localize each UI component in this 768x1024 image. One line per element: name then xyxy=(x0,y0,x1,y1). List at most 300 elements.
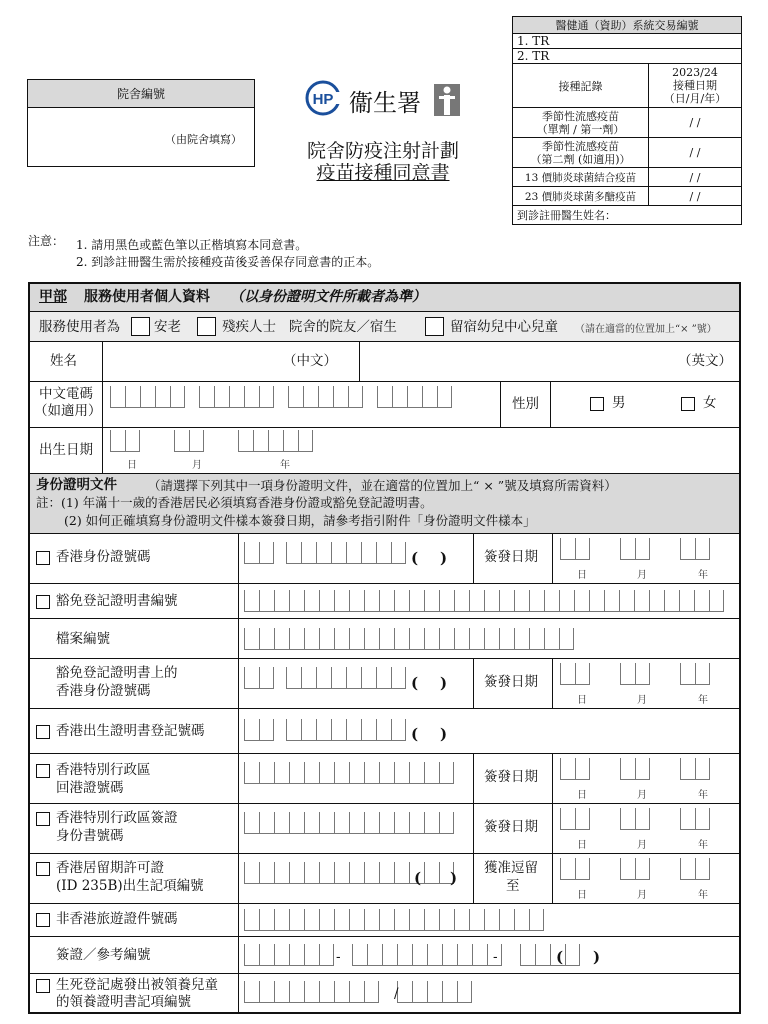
character-cell[interactable] xyxy=(560,808,575,830)
character-cell[interactable] xyxy=(274,981,289,1003)
character-cell[interactable] xyxy=(244,862,259,884)
chinese-code-cells[interactable] xyxy=(110,386,458,408)
character-cell[interactable] xyxy=(361,542,376,564)
character-cell[interactable] xyxy=(189,430,204,452)
character-cell[interactable] xyxy=(304,944,319,966)
character-cell[interactable] xyxy=(472,944,487,966)
character-cell[interactable] xyxy=(304,981,319,1003)
character-cell[interactable] xyxy=(303,386,318,408)
character-cell[interactable] xyxy=(397,944,412,966)
character-cell[interactable] xyxy=(364,628,379,650)
character-cell[interactable] xyxy=(318,386,333,408)
birth-cert-cells[interactable] xyxy=(244,719,406,741)
hkid-cells[interactable] xyxy=(244,542,406,564)
character-cell[interactable] xyxy=(259,812,274,834)
doc-identity-issue-date-cells[interactable] xyxy=(560,808,710,830)
character-cell[interactable] xyxy=(214,386,229,408)
character-cell[interactable] xyxy=(514,628,529,650)
character-cell[interactable] xyxy=(349,981,364,1003)
character-cell[interactable] xyxy=(319,981,334,1003)
character-cell[interactable] xyxy=(174,430,189,452)
character-cell[interactable] xyxy=(560,538,575,560)
character-cell[interactable] xyxy=(274,812,289,834)
character-cell[interactable] xyxy=(442,944,457,966)
birth-cert-checkbox[interactable] xyxy=(36,725,50,739)
character-cell[interactable] xyxy=(376,719,391,741)
character-cell[interactable] xyxy=(565,944,580,966)
character-cell[interactable] xyxy=(229,386,244,408)
character-cell[interactable] xyxy=(469,628,484,650)
cell-group[interactable] xyxy=(110,386,185,408)
character-cell[interactable] xyxy=(274,862,289,884)
cell-group[interactable] xyxy=(620,758,650,780)
character-cell[interactable] xyxy=(301,542,316,564)
cell-group[interactable] xyxy=(286,667,406,689)
character-cell[interactable] xyxy=(520,944,535,966)
cell-group[interactable] xyxy=(520,944,580,966)
character-cell[interactable] xyxy=(352,944,367,966)
character-cell[interactable] xyxy=(334,628,349,650)
cell-group[interactable] xyxy=(397,981,472,1003)
character-cell[interactable] xyxy=(484,909,499,931)
character-cell[interactable] xyxy=(635,808,650,830)
cell-group[interactable] xyxy=(560,663,590,685)
character-cell[interactable] xyxy=(259,667,274,689)
character-cell[interactable] xyxy=(680,808,695,830)
character-cell[interactable] xyxy=(259,944,274,966)
exempt-hkid-cells[interactable] xyxy=(244,667,406,689)
character-cell[interactable] xyxy=(422,386,437,408)
character-cell[interactable] xyxy=(394,862,409,884)
character-cell[interactable] xyxy=(244,628,259,650)
character-cell[interactable] xyxy=(244,944,259,966)
cell-group[interactable] xyxy=(620,538,650,560)
character-cell[interactable] xyxy=(424,628,439,650)
character-cell[interactable] xyxy=(535,944,550,966)
character-cell[interactable] xyxy=(575,663,590,685)
character-cell[interactable] xyxy=(331,719,346,741)
cell-group[interactable] xyxy=(377,386,452,408)
character-cell[interactable] xyxy=(695,758,710,780)
cell-group[interactable] xyxy=(286,719,406,741)
character-cell[interactable] xyxy=(439,909,454,931)
character-cell[interactable] xyxy=(379,762,394,784)
character-cell[interactable] xyxy=(319,762,334,784)
adoption-cells[interactable] xyxy=(244,981,472,1003)
cell-group[interactable] xyxy=(244,981,379,1003)
character-cell[interactable] xyxy=(298,430,313,452)
file-no-cells[interactable] xyxy=(244,628,574,650)
travel-doc-checkbox[interactable] xyxy=(36,913,50,927)
character-cell[interactable] xyxy=(349,590,364,612)
character-cell[interactable] xyxy=(560,663,575,685)
tr-number-2[interactable]: 2. TR xyxy=(513,49,742,64)
character-cell[interactable] xyxy=(364,812,379,834)
character-cell[interactable] xyxy=(560,758,575,780)
character-cell[interactable] xyxy=(649,590,664,612)
character-cell[interactable] xyxy=(349,862,364,884)
character-cell[interactable] xyxy=(304,590,319,612)
character-cell[interactable] xyxy=(334,981,349,1003)
cell-group[interactable] xyxy=(680,808,710,830)
character-cell[interactable] xyxy=(680,758,695,780)
character-cell[interactable] xyxy=(289,812,304,834)
character-cell[interactable] xyxy=(289,862,304,884)
character-cell[interactable] xyxy=(286,542,301,564)
character-cell[interactable] xyxy=(544,590,559,612)
character-cell[interactable] xyxy=(620,663,635,685)
character-cell[interactable] xyxy=(331,667,346,689)
character-cell[interactable] xyxy=(244,719,259,741)
character-cell[interactable] xyxy=(274,762,289,784)
character-cell[interactable] xyxy=(529,909,544,931)
character-cell[interactable] xyxy=(274,909,289,931)
character-cell[interactable] xyxy=(437,386,452,408)
character-cell[interactable] xyxy=(244,542,259,564)
character-cell[interactable] xyxy=(439,590,454,612)
cell-group[interactable] xyxy=(560,808,590,830)
character-cell[interactable] xyxy=(409,909,424,931)
character-cell[interactable] xyxy=(289,762,304,784)
character-cell[interactable] xyxy=(346,719,361,741)
doc-identity-checkbox[interactable] xyxy=(36,812,50,826)
cell-group[interactable] xyxy=(680,758,710,780)
character-cell[interactable] xyxy=(349,909,364,931)
character-cell[interactable] xyxy=(244,981,259,1003)
character-cell[interactable] xyxy=(454,909,469,931)
character-cell[interactable] xyxy=(484,590,499,612)
character-cell[interactable] xyxy=(304,909,319,931)
cell-group[interactable] xyxy=(352,944,502,966)
character-cell[interactable] xyxy=(140,386,155,408)
character-cell[interactable] xyxy=(454,628,469,650)
character-cell[interactable] xyxy=(695,538,710,560)
character-cell[interactable] xyxy=(364,862,379,884)
character-cell[interactable] xyxy=(244,590,259,612)
character-cell[interactable] xyxy=(407,386,422,408)
reentry-checkbox[interactable] xyxy=(36,764,50,778)
child-checkbox[interactable] xyxy=(425,317,444,336)
character-cell[interactable] xyxy=(379,909,394,931)
character-cell[interactable] xyxy=(304,762,319,784)
character-cell[interactable] xyxy=(635,663,650,685)
character-cell[interactable] xyxy=(709,590,724,612)
character-cell[interactable] xyxy=(559,628,574,650)
character-cell[interactable] xyxy=(316,667,331,689)
cell-group[interactable] xyxy=(560,858,590,880)
character-cell[interactable] xyxy=(364,762,379,784)
dob-cells[interactable] xyxy=(110,430,313,452)
character-cell[interactable] xyxy=(333,386,348,408)
character-cell[interactable] xyxy=(274,628,289,650)
character-cell[interactable] xyxy=(259,862,274,884)
character-cell[interactable] xyxy=(427,981,442,1003)
cell-group[interactable] xyxy=(238,430,313,452)
character-cell[interactable] xyxy=(391,667,406,689)
character-cell[interactable] xyxy=(349,762,364,784)
character-cell[interactable] xyxy=(635,858,650,880)
character-cell[interactable] xyxy=(319,628,334,650)
character-cell[interactable] xyxy=(424,909,439,931)
visa-ref-cells[interactable] xyxy=(244,944,580,966)
character-cell[interactable] xyxy=(634,590,649,612)
character-cell[interactable] xyxy=(424,862,439,884)
character-cell[interactable] xyxy=(334,812,349,834)
character-cell[interactable] xyxy=(635,538,650,560)
character-cell[interactable] xyxy=(397,981,412,1003)
character-cell[interactable] xyxy=(589,590,604,612)
character-cell[interactable] xyxy=(382,944,397,966)
stay-date-cells[interactable] xyxy=(560,858,710,880)
character-cell[interactable] xyxy=(394,812,409,834)
character-cell[interactable] xyxy=(394,628,409,650)
character-cell[interactable] xyxy=(679,590,694,612)
character-cell[interactable] xyxy=(394,590,409,612)
character-cell[interactable] xyxy=(620,758,635,780)
character-cell[interactable] xyxy=(379,862,394,884)
character-cell[interactable] xyxy=(560,858,575,880)
character-cell[interactable] xyxy=(304,812,319,834)
name-en-field[interactable] xyxy=(360,342,739,381)
character-cell[interactable] xyxy=(274,944,289,966)
character-cell[interactable] xyxy=(301,667,316,689)
office-number-field[interactable] xyxy=(28,108,254,166)
character-cell[interactable] xyxy=(268,430,283,452)
character-cell[interactable] xyxy=(529,590,544,612)
vaccine-date-field[interactable]: / / xyxy=(649,138,742,168)
character-cell[interactable] xyxy=(304,862,319,884)
character-cell[interactable] xyxy=(125,430,140,452)
character-cell[interactable] xyxy=(409,590,424,612)
hkid-issue-date-cells[interactable] xyxy=(560,538,710,560)
character-cell[interactable] xyxy=(316,542,331,564)
character-cell[interactable] xyxy=(469,909,484,931)
character-cell[interactable] xyxy=(349,628,364,650)
character-cell[interactable] xyxy=(331,542,346,564)
character-cell[interactable] xyxy=(301,719,316,741)
character-cell[interactable] xyxy=(499,590,514,612)
vaccine-date-field[interactable]: / / xyxy=(649,187,742,206)
character-cell[interactable] xyxy=(664,590,679,612)
disabled-checkbox[interactable] xyxy=(197,317,216,336)
character-cell[interactable] xyxy=(286,667,301,689)
character-cell[interactable] xyxy=(680,663,695,685)
vaccine-date-field[interactable]: / / xyxy=(649,168,742,187)
cell-group[interactable] xyxy=(244,719,274,741)
cell-group[interactable] xyxy=(560,758,590,780)
character-cell[interactable] xyxy=(259,762,274,784)
vaccine-date-field[interactable]: / / xyxy=(649,108,742,138)
character-cell[interactable] xyxy=(439,628,454,650)
character-cell[interactable] xyxy=(514,590,529,612)
character-cell[interactable] xyxy=(695,808,710,830)
cell-group[interactable] xyxy=(620,808,650,830)
character-cell[interactable] xyxy=(289,909,304,931)
character-cell[interactable] xyxy=(379,628,394,650)
cell-group[interactable] xyxy=(560,538,590,560)
cell-group[interactable] xyxy=(680,858,710,880)
reentry-cells[interactable] xyxy=(244,762,454,784)
character-cell[interactable] xyxy=(319,862,334,884)
character-cell[interactable] xyxy=(319,590,334,612)
reentry-issue-date-cells[interactable] xyxy=(560,758,710,780)
character-cell[interactable] xyxy=(304,628,319,650)
character-cell[interactable] xyxy=(695,663,710,685)
character-cell[interactable] xyxy=(439,762,454,784)
character-cell[interactable] xyxy=(514,909,529,931)
character-cell[interactable] xyxy=(544,628,559,650)
character-cell[interactable] xyxy=(427,944,442,966)
character-cell[interactable] xyxy=(110,386,125,408)
character-cell[interactable] xyxy=(680,858,695,880)
cell-group[interactable] xyxy=(174,430,204,452)
character-cell[interactable] xyxy=(442,981,457,1003)
cell-group[interactable] xyxy=(244,944,334,966)
character-cell[interactable] xyxy=(259,386,274,408)
permit-checkbox[interactable] xyxy=(36,862,50,876)
character-cell[interactable] xyxy=(289,628,304,650)
character-cell[interactable] xyxy=(424,590,439,612)
exempt-cells[interactable] xyxy=(244,590,724,612)
character-cell[interactable] xyxy=(238,430,253,452)
cell-group[interactable] xyxy=(680,663,710,685)
character-cell[interactable] xyxy=(110,430,125,452)
character-cell[interactable] xyxy=(259,590,274,612)
cell-group[interactable] xyxy=(680,538,710,560)
character-cell[interactable] xyxy=(575,808,590,830)
character-cell[interactable] xyxy=(244,667,259,689)
character-cell[interactable] xyxy=(361,719,376,741)
cell-group[interactable] xyxy=(286,542,406,564)
character-cell[interactable] xyxy=(259,719,274,741)
cell-group[interactable] xyxy=(110,430,140,452)
character-cell[interactable] xyxy=(319,812,334,834)
character-cell[interactable] xyxy=(694,590,709,612)
character-cell[interactable] xyxy=(499,628,514,650)
character-cell[interactable] xyxy=(334,862,349,884)
character-cell[interactable] xyxy=(348,386,363,408)
male-checkbox[interactable] xyxy=(590,397,604,411)
exempt-issue-date-cells[interactable] xyxy=(560,663,710,685)
elderly-checkbox[interactable] xyxy=(131,317,150,336)
character-cell[interactable] xyxy=(424,812,439,834)
character-cell[interactable] xyxy=(409,628,424,650)
character-cell[interactable] xyxy=(575,758,590,780)
character-cell[interactable] xyxy=(620,808,635,830)
character-cell[interactable] xyxy=(286,719,301,741)
character-cell[interactable] xyxy=(155,386,170,408)
character-cell[interactable] xyxy=(289,590,304,612)
character-cell[interactable] xyxy=(392,386,407,408)
name-cn-field[interactable] xyxy=(103,342,359,381)
character-cell[interactable] xyxy=(619,590,634,612)
character-cell[interactable] xyxy=(376,542,391,564)
character-cell[interactable] xyxy=(377,386,392,408)
character-cell[interactable] xyxy=(316,719,331,741)
character-cell[interactable] xyxy=(349,812,364,834)
tr-number-1[interactable]: 1. TR xyxy=(513,34,742,49)
doctor-name-field[interactable]: 到診註冊醫生姓名： xyxy=(513,206,742,225)
character-cell[interactable] xyxy=(244,762,259,784)
character-cell[interactable] xyxy=(289,981,304,1003)
character-cell[interactable] xyxy=(391,719,406,741)
character-cell[interactable] xyxy=(288,386,303,408)
character-cell[interactable] xyxy=(575,538,590,560)
character-cell[interactable] xyxy=(244,909,259,931)
character-cell[interactable] xyxy=(574,590,589,612)
character-cell[interactable] xyxy=(361,667,376,689)
character-cell[interactable] xyxy=(334,590,349,612)
character-cell[interactable] xyxy=(620,858,635,880)
hkid-checkbox[interactable] xyxy=(36,551,50,565)
character-cell[interactable] xyxy=(364,981,379,1003)
character-cell[interactable] xyxy=(259,909,274,931)
character-cell[interactable] xyxy=(244,386,259,408)
cell-group[interactable] xyxy=(620,663,650,685)
character-cell[interactable] xyxy=(367,944,382,966)
character-cell[interactable] xyxy=(334,762,349,784)
character-cell[interactable] xyxy=(283,430,298,452)
character-cell[interactable] xyxy=(484,628,499,650)
character-cell[interactable] xyxy=(620,538,635,560)
character-cell[interactable] xyxy=(412,981,427,1003)
character-cell[interactable] xyxy=(412,944,427,966)
character-cell[interactable] xyxy=(457,981,472,1003)
character-cell[interactable] xyxy=(391,542,406,564)
character-cell[interactable] xyxy=(253,430,268,452)
character-cell[interactable] xyxy=(364,590,379,612)
character-cell[interactable] xyxy=(319,909,334,931)
doc-identity-cells[interactable] xyxy=(244,812,454,834)
character-cell[interactable] xyxy=(409,812,424,834)
character-cell[interactable] xyxy=(259,542,274,564)
character-cell[interactable] xyxy=(170,386,185,408)
cell-group[interactable] xyxy=(199,386,274,408)
character-cell[interactable] xyxy=(575,858,590,880)
female-checkbox[interactable] xyxy=(681,397,695,411)
character-cell[interactable] xyxy=(680,538,695,560)
character-cell[interactable] xyxy=(604,590,619,612)
character-cell[interactable] xyxy=(346,542,361,564)
travel-doc-cells[interactable] xyxy=(244,909,544,931)
character-cell[interactable] xyxy=(439,812,454,834)
character-cell[interactable] xyxy=(125,386,140,408)
character-cell[interactable] xyxy=(394,909,409,931)
character-cell[interactable] xyxy=(319,944,334,966)
cell-group[interactable] xyxy=(288,386,363,408)
character-cell[interactable] xyxy=(457,944,472,966)
character-cell[interactable] xyxy=(394,762,409,784)
character-cell[interactable] xyxy=(289,944,304,966)
character-cell[interactable] xyxy=(469,590,484,612)
character-cell[interactable] xyxy=(244,812,259,834)
character-cell[interactable] xyxy=(274,590,289,612)
character-cell[interactable] xyxy=(259,981,274,1003)
cell-group[interactable] xyxy=(244,667,274,689)
character-cell[interactable] xyxy=(379,812,394,834)
character-cell[interactable] xyxy=(379,590,394,612)
character-cell[interactable] xyxy=(454,590,469,612)
character-cell[interactable] xyxy=(409,762,424,784)
character-cell[interactable] xyxy=(376,667,391,689)
character-cell[interactable] xyxy=(259,628,274,650)
character-cell[interactable] xyxy=(559,590,574,612)
character-cell[interactable] xyxy=(635,758,650,780)
character-cell[interactable] xyxy=(499,909,514,931)
character-cell[interactable] xyxy=(424,762,439,784)
permit-cells[interactable] xyxy=(244,862,454,884)
character-cell[interactable] xyxy=(529,628,544,650)
